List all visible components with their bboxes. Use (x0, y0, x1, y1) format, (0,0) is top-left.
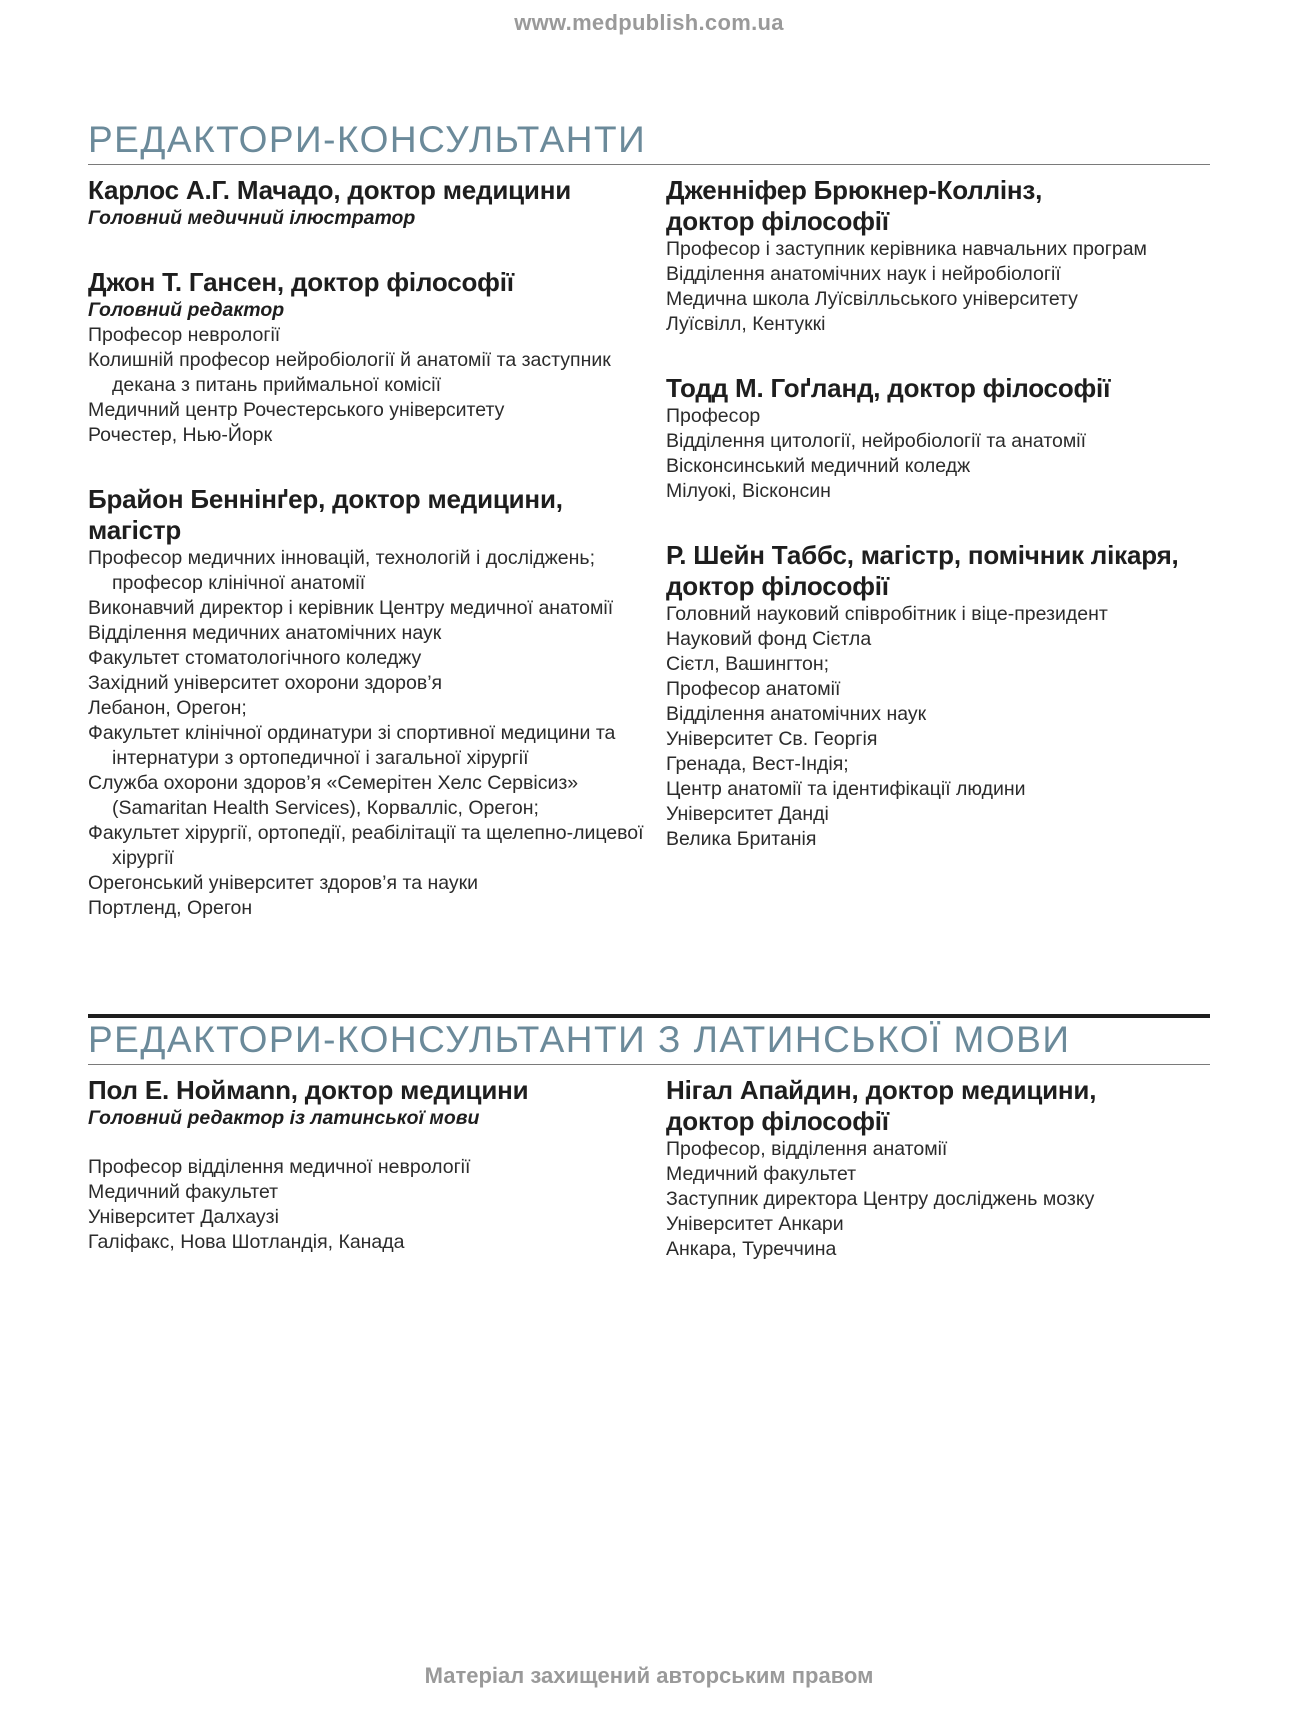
affiliation-line: Анкара, Туреччина (666, 1238, 837, 1260)
person-entry (666, 1075, 1226, 1262)
person-name: Брайон Беннінґер, доктор медицини, (88, 484, 563, 514)
affiliation-line: Велика Британія (666, 828, 817, 850)
person-role: Головний медичний ілюстратор (88, 207, 416, 229)
affiliation-line: Луїсвілл, Кентуккі (666, 313, 826, 335)
person-name: доктор філософії (666, 206, 889, 236)
person-name: Карлос А.Г. Мачадо, доктор медицини (88, 175, 572, 205)
affiliation-line: Науковий фонд Сієтла (666, 628, 872, 650)
affiliation-line: Професор, відділення анатомії (666, 1138, 948, 1160)
affiliation-line: Медичний факультет (666, 1163, 857, 1185)
affiliation-line: Мілуокі, Вісконсин (666, 480, 831, 502)
section-latin-editors (88, 1018, 1210, 1260)
affiliation-line: Гренада, Вест-Індія; (666, 753, 849, 775)
affiliation-line: Заступник директора Центру досліджень мозку (666, 1188, 1095, 1210)
affiliation-line: Медичний центр Рочестерського університету (88, 399, 505, 421)
affiliation-line: Орегонський університет здоров’я та науки (88, 872, 479, 894)
affiliation-line: Факультет клінічної ординатури зі спортивної медицини та інтернатури з ортопедичної і загальної хірургії (88, 722, 616, 769)
affiliation-line: Факультет хірургії, ортопедії, реабілітації та щелепно-лицевої хірургії (88, 822, 644, 869)
person-name: доктор філософії (666, 571, 889, 601)
affiliation-line: Головний науковий співробітник і віце-президент (666, 603, 1108, 625)
copyright-notice: Матеріал захищений авторським правом (424, 1663, 874, 1688)
person-name: Нігал Апайдин, доктор медицини, (666, 1075, 1097, 1105)
person-entry (666, 540, 1226, 852)
affiliation-line: Лебанон, Орегон; (88, 697, 247, 719)
person-name: доктор філософії (666, 1106, 889, 1136)
affiliation-line: Медична школа Луїсвілльського університету (666, 288, 1078, 310)
section-title: РЕДАКТОРИ-КОНСУЛЬТАНТИ (88, 118, 1210, 165)
person-name: Джон Т. Гансен, доктор філософії (88, 267, 514, 297)
person-name: магістр (88, 515, 182, 545)
affiliation-line: Професор анатомії (666, 678, 841, 700)
person-entry (88, 1075, 648, 1255)
affiliation-line: Факультет стоматологічного коледжу (88, 647, 422, 669)
affiliation-line: Професор медичних інновацій, технологій і досліджень; професор клінічної анатомії (88, 547, 595, 594)
watermark-url: www.medpublish.com.ua (514, 10, 784, 35)
left-column (88, 1075, 648, 1255)
person-name: Пол Е. Ноймann, доктор медицини (88, 1075, 529, 1105)
affiliation-line: Галіфакс, Нова Шотландія, Канада (88, 1231, 405, 1253)
person-name: Р. Шейн Таббс, магістр, помічник лікаря, (666, 540, 1179, 570)
affiliation-line: Професор відділення медичної неврології (88, 1156, 471, 1178)
affiliation-line: Відділення медичних анатомічних наук (88, 622, 442, 644)
right-column (666, 1075, 1226, 1262)
affiliation-line: Відділення анатомічних наук і нейробіології (666, 263, 1061, 285)
affiliation-line: Університет Данді (666, 803, 829, 825)
person-name: Тодд М. Гоґланд, доктор філософії (666, 373, 1111, 403)
affiliation-line: Сієтл, Вашингтон; (666, 653, 830, 675)
left-column (88, 175, 648, 921)
affiliation-line: Західний університет охорони здоров’я (88, 672, 443, 694)
person-role: Головний редактор із латинської мови (88, 1107, 480, 1129)
affiliation-line: Колишній професор нейробіології й анатомії та заступник декана з питань приймальної комісії (88, 349, 611, 396)
section-title: РЕДАКТОРИ-КОНСУЛЬТАНТИ З ЛАТИНСЬКОЇ МОВИ (88, 1018, 1210, 1065)
affiliation-line: Рочестер, Нью-Йорк (88, 424, 273, 446)
person-entry (88, 175, 648, 231)
affiliation-line: Професор (666, 405, 761, 427)
person-name: Дженніфер Брюкнер-Коллінз, (666, 175, 1043, 205)
affiliation-line: Професор і заступник керівника навчальних програм (666, 238, 1147, 260)
person-role: Головний редактор (88, 299, 285, 321)
section-consulting-editors (88, 118, 1210, 919)
person-entry (88, 267, 648, 448)
affiliation-line: Відділення цитології, нейробіології та анатомії (666, 430, 1087, 452)
affiliation-line: Професор неврології (88, 324, 281, 346)
affiliation-line: Університет Св. Георгія (666, 728, 878, 750)
affiliation-line: Портленд, Орегон (88, 897, 253, 919)
affiliation-line: Відділення анатомічних наук (666, 703, 927, 725)
person-entry (88, 484, 648, 921)
affiliation-line: Виконавчий директор і керівник Центру медичної анатомії (88, 597, 614, 619)
affiliation-line: Медичний факультет (88, 1181, 279, 1203)
right-column (666, 175, 1226, 852)
affiliation-line: Університет Анкари (666, 1213, 844, 1235)
person-entry (666, 175, 1226, 337)
affiliation-line: Центр анатомії та ідентифікації людини (666, 778, 1026, 800)
person-entry (666, 373, 1226, 504)
affiliation-line: Служба охорони здоров’я «Семерітен Хелс Сервісиз» (Samaritan Health Services), Корвалліс, Орегон; (88, 772, 579, 819)
affiliation-line: Університет Далхаузі (88, 1206, 279, 1228)
affiliation-line: Вісконсинський медичний коледж (666, 455, 971, 477)
